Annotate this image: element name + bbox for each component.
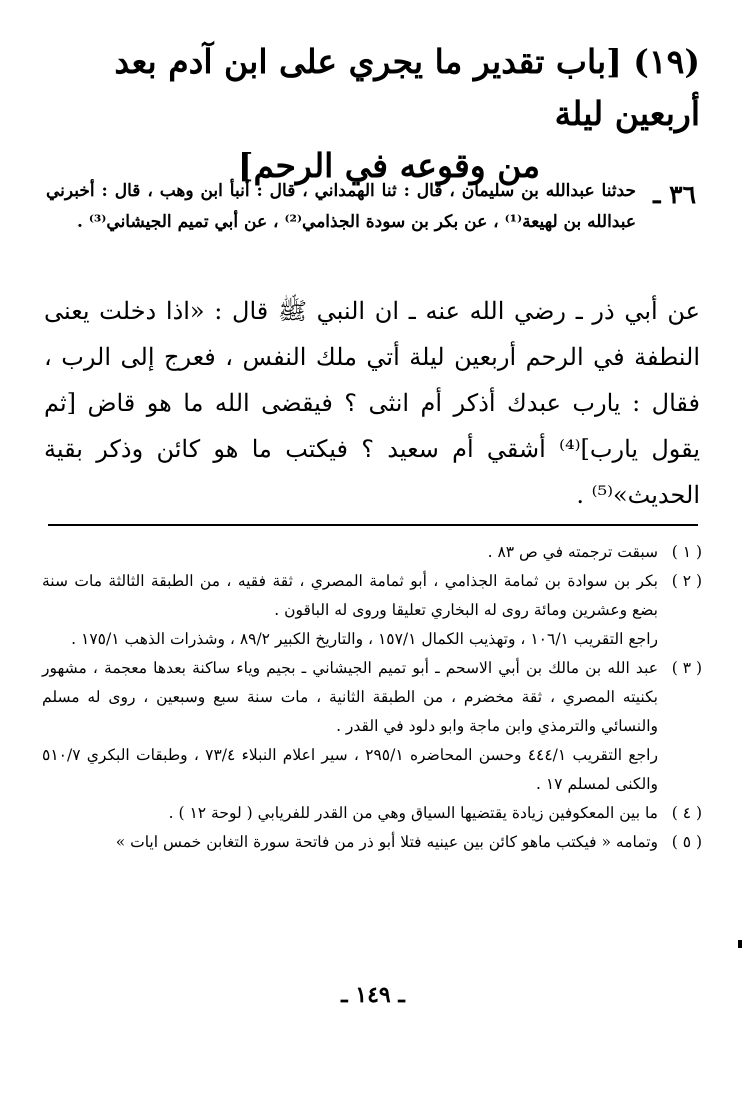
footnote-text: وتمامه « فيكتب ماهو كائن بين عينيه فتلا أبو ذر من فاتحة سورة التغابن خمس ايات » <box>115 833 658 851</box>
footnote <box>42 654 702 741</box>
footnote-number: ( ١ ) <box>671 543 702 561</box>
footnote <box>42 799 702 828</box>
footnote-reference: راجع التقريب ١٠٦/١ ، وتهذيب الكمال ١٥٧/١ ، والتاريخ الكبير ٨٩/٢ ، وشذرات الذهب ١٧٥/١ . <box>71 630 658 648</box>
hadith-text: عن أبي ذر ـ رضي الله عنه ـ ان النبي ﷺ قال : «اذا دخلت يعنى النطفة في الرحم أربعين ليلة أتي ملك النفس ، فعرج إلى الرب ، فقال : يارب عبدك أذكر أم انثى ؟ فيقضى الله ما هو قاض [ثم يقول يارب]⁽⁴⁾ أشقي أم سعيد ؟ فيكتب ما هو كائن وذكر بقية الحديث»⁽⁵⁾ . <box>44 297 700 509</box>
footnote <box>42 567 702 625</box>
footnote-text: ما بين المعكوفين زيادة يقتضيها السياق وهي من القدر للفريابي ( لوحة ١٢ ) . <box>168 804 658 822</box>
footnote-text: سبقت ترجمته في ص ٨٣ . <box>487 543 658 561</box>
footnote-reference: راجع التقريب ٤٤٤/١ وحسن المحاضره ٢٩٥/١ ، سير اعلام النبلاء ٧٣/٤ ، وطبقات البكري ٥١٠/٧ والكنى لمسلم ١٧ . <box>42 746 658 793</box>
hadith-isnad: حدثنا عبدالله بن سليمان ، قال : ثنا الهمداني ، قال : أنبأ ابن وهب ، قال : أخبرني عبدالله بن لهيعة⁽¹⁾ ، عن بكر بن سودة الجذامي⁽²⁾ ، عن أبي تميم الجيشاني⁽³⁾ . <box>46 181 636 232</box>
footnote-number: ( ٤ ) <box>671 804 702 822</box>
footnote-divider <box>48 524 698 526</box>
footnote-text: عبد الله بن مالك بن أبي الاسحم ـ أبو تميم الجيشاني ـ بجيم وياء ساكنة بعدها معجمة ، مشهور بكنيته المصري ، ثقة مخضرم ، من الطبقة الثانية ، مات سنة سبع وسبعين ، روى له مسلم والنسائي والترمذي وابن ماجة وابو دلود في القدر . <box>42 659 658 735</box>
page-number: ـ ١٤٩ ـ <box>341 982 405 1008</box>
footnote-text: بكر بن سوادة بن ثمامة الجذامي ، أبو ثمامة المصري ، ثقة فقيه ، من الطبقة الثالثة مات سنة بضع وعشرين ومائة روى له البخاري تعليقا وروى له الباقون . <box>42 572 658 619</box>
chapter-title-line-2: من وقوعه في الرحم] <box>237 146 540 185</box>
chapter-title-line-1: (١٩) [باب تقدير ما يجري على ابن آدم بعد أربعين ليلة <box>114 42 700 133</box>
margin-mark <box>738 940 742 948</box>
footnote <box>42 828 702 857</box>
footnote-number: ( ٢ ) <box>671 572 702 590</box>
footnotes <box>42 538 702 857</box>
hadith-number: ٣٦ ـ <box>653 180 696 209</box>
footnote-number: ( ٣ ) <box>671 659 702 677</box>
footnote-number: ( ٥ ) <box>671 833 702 851</box>
chapter-title <box>40 36 700 192</box>
footnote <box>42 538 702 567</box>
